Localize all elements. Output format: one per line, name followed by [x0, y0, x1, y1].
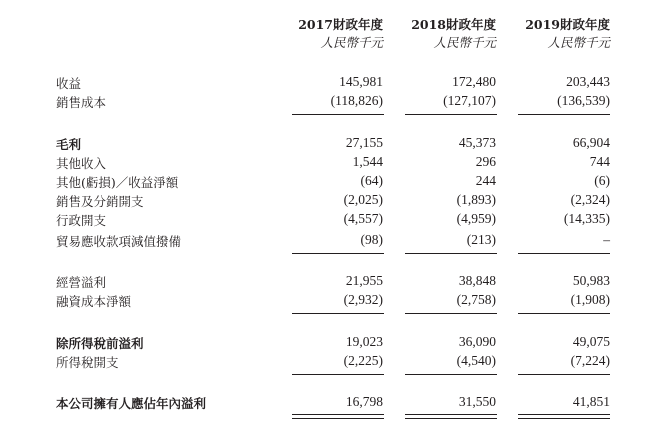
subtotal-rule [518, 253, 610, 254]
row-value: (64) [360, 173, 383, 188]
row-value: (127,107) [443, 93, 496, 108]
column-unit: 人民幣千元 [433, 35, 496, 50]
column-year: 2017財政年度 [298, 17, 383, 32]
row-value: 49,075 [572, 334, 610, 349]
subtotal-rule [292, 114, 384, 115]
row-label: 銷售成本 [56, 95, 107, 110]
column-year: 2018財政年度 [411, 17, 496, 32]
row-label: 本公司擁有人應佔年內溢利 [56, 396, 207, 411]
total-double-rule [292, 414, 384, 419]
row-value: 21,955 [345, 273, 383, 288]
subtotal-rule [292, 313, 384, 314]
row-value: 296 [475, 154, 496, 169]
total-double-rule [405, 414, 497, 419]
row-value: (136,539) [557, 93, 610, 108]
subtotal-rule [405, 253, 497, 254]
row-label: 收益 [56, 76, 82, 91]
table-row [0, 273, 648, 293]
row-value: (2,324) [570, 192, 610, 207]
row-label: 融資成本淨額 [56, 294, 132, 309]
table-row [0, 211, 648, 231]
row-value: (14,335) [563, 211, 610, 226]
row-label: 其他(虧損)／收益淨額 [56, 175, 179, 190]
row-value: 19,023 [345, 334, 383, 349]
row-value: (2,932) [343, 292, 383, 307]
row-value: 36,090 [458, 334, 496, 349]
table-row [0, 232, 648, 252]
total-double-rule [518, 414, 610, 419]
row-label: 其他收入 [56, 156, 107, 171]
row-value: 744 [589, 154, 610, 169]
row-value: (4,959) [456, 211, 496, 226]
subtotal-rule [292, 374, 384, 375]
row-value: 244 [475, 173, 496, 188]
table-row [0, 173, 648, 193]
row-value: (2,758) [456, 292, 496, 307]
row-value: (2,225) [343, 353, 383, 368]
column-unit: 人民幣千元 [547, 35, 610, 50]
subtotal-rule [518, 374, 610, 375]
row-value: 145,981 [339, 74, 383, 89]
row-value: (4,540) [456, 353, 496, 368]
subtotal-rule [405, 374, 497, 375]
row-value: 172,480 [452, 74, 496, 89]
column-unit: 人民幣千元 [320, 35, 383, 50]
row-value: (7,224) [570, 353, 610, 368]
row-value: (2,025) [343, 192, 383, 207]
row-value: 45,373 [458, 135, 496, 150]
subtotal-rule [518, 114, 610, 115]
subtotal-rule [405, 313, 497, 314]
row-value: 50,983 [572, 273, 610, 288]
row-value: 1,544 [352, 154, 383, 169]
row-label: 除所得稅前溢利 [56, 336, 144, 351]
row-value: (6) [594, 173, 610, 188]
table-row [0, 135, 648, 155]
row-value: 31,550 [458, 394, 496, 409]
row-label: 經營溢利 [56, 275, 107, 290]
row-value: 38,848 [458, 273, 496, 288]
table-row [0, 74, 648, 94]
table-row [0, 394, 648, 414]
row-label: 行政開支 [56, 213, 107, 228]
row-label: 貿易應收款項減值撥備 [56, 234, 182, 249]
row-value: (213) [466, 232, 496, 247]
row-value: 66,904 [572, 135, 610, 150]
table-row [0, 154, 648, 174]
row-value: 27,155 [345, 135, 383, 150]
row-value: (98) [360, 232, 383, 247]
row-value: (118,826) [330, 93, 383, 108]
table-row [0, 292, 648, 312]
row-label: 銷售及分銷開支 [56, 194, 144, 209]
subtotal-rule [292, 253, 384, 254]
row-value: – [603, 232, 610, 247]
subtotal-rule [518, 313, 610, 314]
row-value: 41,851 [572, 394, 610, 409]
row-value: 16,798 [345, 394, 383, 409]
row-value: (1,893) [456, 192, 496, 207]
row-label: 所得稅開支 [56, 355, 119, 370]
table-row [0, 353, 648, 373]
column-year: 2019財政年度 [525, 17, 610, 32]
table-row [0, 192, 648, 212]
row-value: 203,443 [566, 74, 610, 89]
row-label: 毛利 [56, 137, 82, 152]
table-row [0, 334, 648, 354]
subtotal-rule [405, 114, 497, 115]
row-value: (1,908) [570, 292, 610, 307]
table-row [0, 93, 648, 113]
row-value: (4,557) [343, 211, 383, 226]
